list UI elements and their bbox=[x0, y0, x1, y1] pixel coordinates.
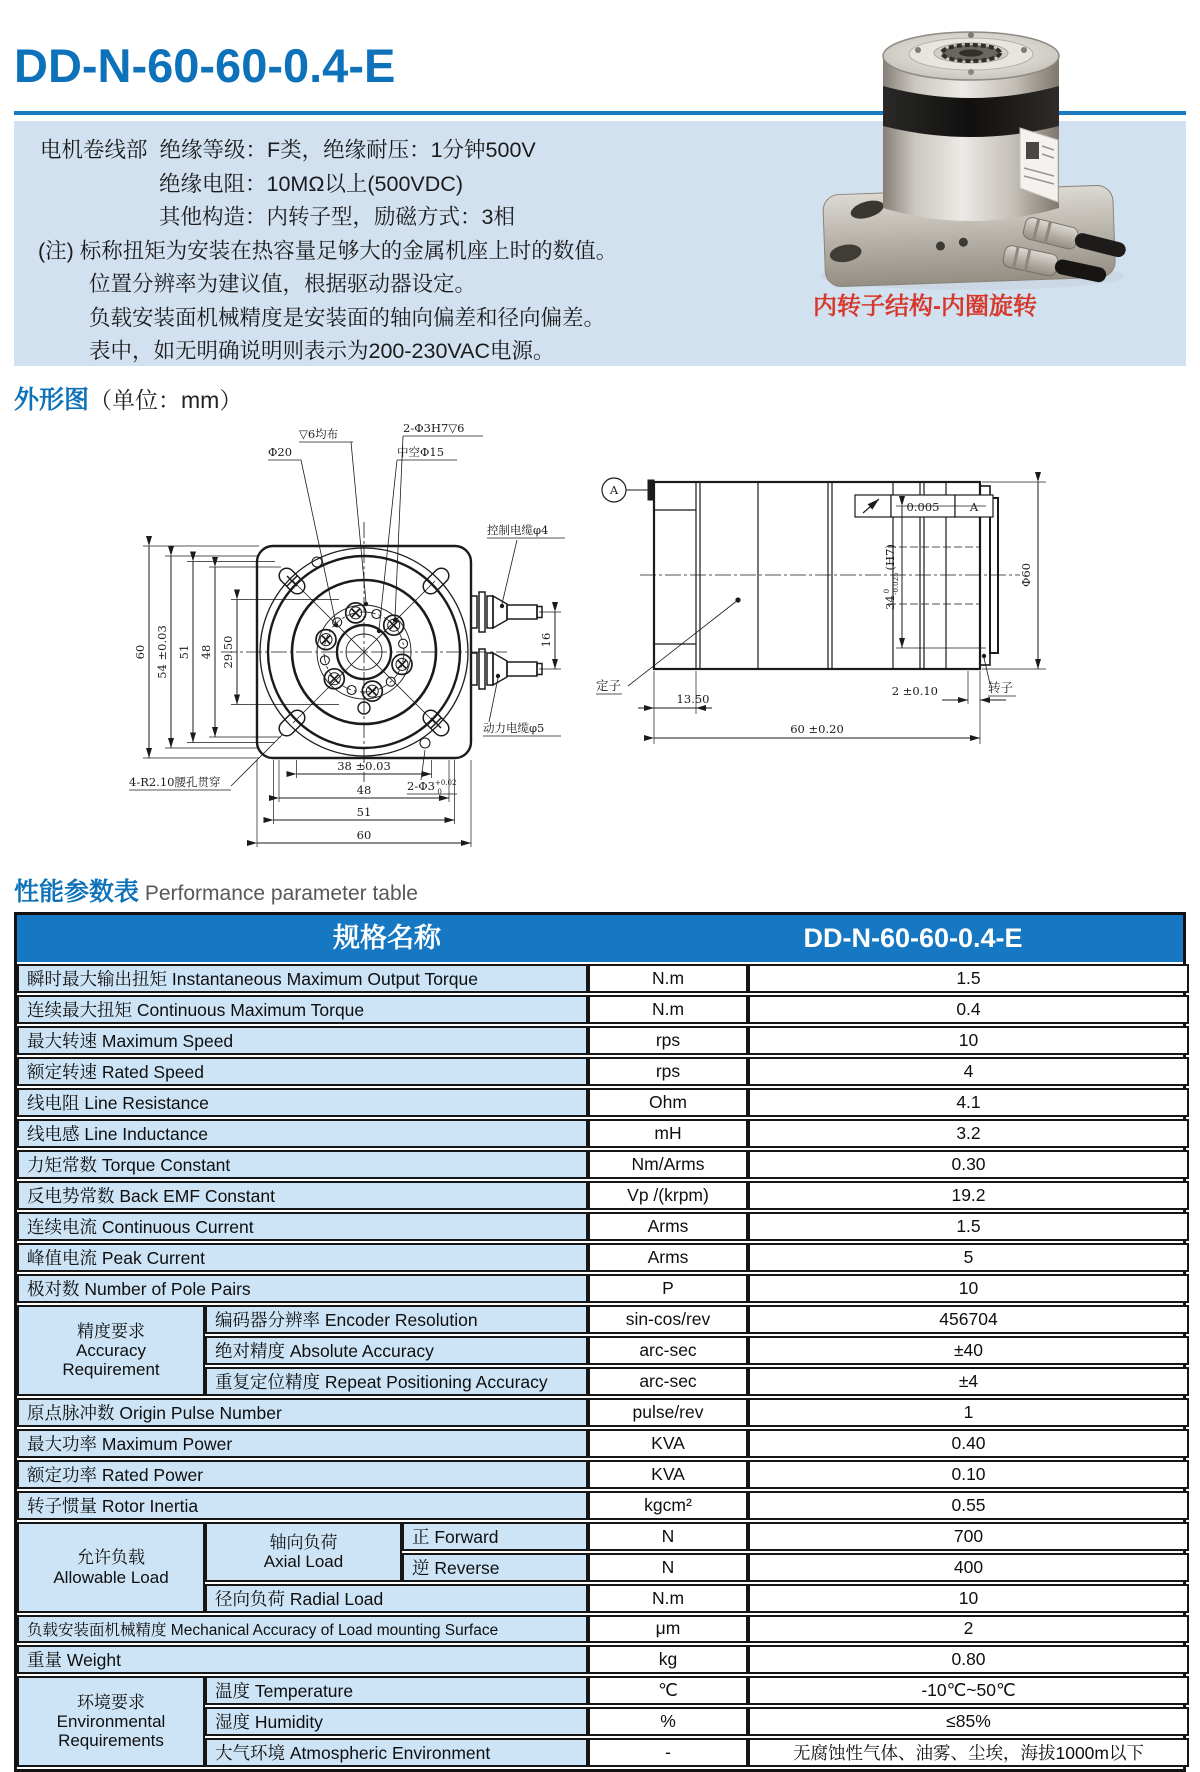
pin-label-main: 2-Φ3 bbox=[407, 779, 435, 793]
param-name-cell: 逆 Reverse bbox=[402, 1553, 588, 1582]
header-model: DD-N-60-60-0.4-E bbox=[803, 923, 1023, 953]
product-photo bbox=[790, 2, 1145, 296]
label-control-cable: 控制电缆φ4 bbox=[487, 523, 549, 537]
header-spec-name: 规格名称 bbox=[333, 923, 441, 953]
unit-cell: N.m bbox=[588, 995, 748, 1024]
unit-cell: rps bbox=[588, 1026, 748, 1055]
unit-cell: kg bbox=[588, 1645, 748, 1674]
param-name-cell: 力矩常数 Torque Constant bbox=[17, 1150, 588, 1179]
perf-section-title bbox=[14, 872, 418, 908]
table-row bbox=[17, 1491, 1189, 1520]
value-cell: 0.40 bbox=[748, 1429, 1189, 1458]
param-name-cell: 瞬时最大输出扭矩 Instantaneous Maximum Output Torque bbox=[17, 964, 588, 993]
value-cell: 5 bbox=[748, 1243, 1189, 1272]
table-row bbox=[17, 1429, 1189, 1458]
dim-51-left: 51 bbox=[177, 644, 191, 660]
group-cell: 精度要求 Accuracy Requirement bbox=[17, 1305, 205, 1396]
hub-fit: (H7) bbox=[883, 544, 897, 571]
param-name-cell: 额定功率 Rated Power bbox=[17, 1460, 588, 1489]
param-name-cell: 最大功率 Maximum Power bbox=[17, 1429, 588, 1458]
table-row bbox=[17, 1057, 1189, 1086]
table-row bbox=[17, 1243, 1189, 1272]
motor-photo-illustration bbox=[820, 32, 1128, 290]
table-row bbox=[17, 995, 1189, 1024]
table-row bbox=[17, 1150, 1189, 1179]
perf-title-en: Performance parameter table bbox=[139, 882, 418, 905]
param-name-cell: 额定转速 Rated Speed bbox=[17, 1057, 588, 1086]
label-stator: 定子 bbox=[596, 678, 622, 693]
info-line: 电机卷线部 绝缘等级：F类，绝缘耐压：1分钟500V bbox=[40, 138, 536, 162]
value-cell: 456704 bbox=[748, 1305, 1189, 1334]
table-row bbox=[17, 1088, 1189, 1117]
param-name-cell: 重复定位精度 Repeat Positioning Accuracy bbox=[205, 1367, 588, 1396]
table-row bbox=[17, 1026, 1189, 1055]
table-row bbox=[17, 1676, 1189, 1705]
label-bolt-pattern: ▽6均布 bbox=[299, 427, 339, 441]
dim-48-left: 48 bbox=[199, 644, 213, 660]
page-title: DD-N-60-60-0.4-E bbox=[14, 39, 396, 92]
unit-cell: Arms bbox=[588, 1243, 748, 1272]
value-cell: 4.1 bbox=[748, 1088, 1189, 1117]
info-line: 位置分辨率为建议值，根据驱动器设定。 bbox=[89, 272, 477, 296]
unit-cell: N.m bbox=[588, 964, 748, 993]
info-line: 表中，如无明确说明则表示为200-230VAC电源。 bbox=[89, 339, 555, 363]
value-cell: 19.2 bbox=[748, 1181, 1189, 1210]
unit-cell: pulse/rev bbox=[588, 1398, 748, 1427]
group-cell: 轴向负荷 Axial Load bbox=[205, 1522, 402, 1582]
unit-cell: sin-cos/rev bbox=[588, 1305, 748, 1334]
table-row bbox=[17, 1212, 1189, 1241]
param-name-cell: 径向负荷 Radial Load bbox=[205, 1584, 588, 1613]
value-cell: -10℃~50℃ bbox=[748, 1676, 1189, 1705]
param-name-cell: 线电感 Line Inductance bbox=[17, 1119, 588, 1148]
dim-51-bottom: 51 bbox=[356, 805, 372, 819]
dim-38-bottom: 38 ±0.03 bbox=[337, 759, 391, 773]
value-cell: 10 bbox=[748, 1026, 1189, 1055]
param-name-cell: 线电阻 Line Resistance bbox=[17, 1088, 588, 1117]
table-row bbox=[17, 964, 1189, 993]
unit-cell: P bbox=[588, 1274, 748, 1303]
rotor-structure-caption: 内转子结构-内圈旋转 bbox=[813, 293, 1037, 320]
param-name-cell: 大气环境 Atmospheric Environment bbox=[205, 1738, 588, 1767]
unit-cell: mH bbox=[588, 1119, 748, 1148]
dim-48-bottom: 48 bbox=[356, 783, 372, 797]
unit-cell: % bbox=[588, 1707, 748, 1736]
label-d20: Φ20 bbox=[268, 445, 293, 459]
info-line: (注) 标称扭矩为安装在热容量足够大的金属机座上时的数值。 bbox=[38, 238, 618, 263]
tolerance-datum: A bbox=[969, 500, 979, 514]
value-cell: 10 bbox=[748, 1274, 1189, 1303]
unit-cell: N bbox=[588, 1522, 748, 1551]
param-name-cell: 峰值电流 Peak Current bbox=[17, 1243, 588, 1272]
table-row bbox=[17, 1305, 1189, 1334]
unit-cell: Arms bbox=[588, 1212, 748, 1241]
unit-cell: rps bbox=[588, 1057, 748, 1086]
group-cell: 允许负载 Allowable Load bbox=[17, 1522, 205, 1613]
unit-cell: kgcm² bbox=[588, 1491, 748, 1520]
value-cell: 1.5 bbox=[748, 1212, 1189, 1241]
param-name-cell: 极对数 Number of Pole Pairs bbox=[17, 1274, 588, 1303]
param-name-cell: 连续电流 Continuous Current bbox=[17, 1212, 588, 1241]
table-row bbox=[17, 1119, 1189, 1148]
value-cell: 0.4 bbox=[748, 995, 1189, 1024]
dim-hub bbox=[883, 544, 900, 610]
unit-cell: μm bbox=[588, 1615, 748, 1643]
param-name-cell: 编码器分辨率 Encoder Resolution bbox=[205, 1305, 588, 1334]
param-name-cell: 负载安装面机械精度 Mechanical Accuracy of Load mounting Surface bbox=[17, 1615, 588, 1643]
value-cell: 10 bbox=[748, 1584, 1189, 1613]
info-line: 负载安装面机械精度是安装面的轴向偏差和径向偏差。 bbox=[89, 305, 606, 330]
label-corner-slots: 4-R2.10腰孔贯穿 bbox=[129, 775, 221, 789]
param-name-cell: 正 Forward bbox=[402, 1522, 588, 1551]
param-name-cell: 连续最大扭矩 Continuous Maximum Torque bbox=[17, 995, 588, 1024]
outline-drawing-front bbox=[103, 416, 583, 861]
outline-unit-label: （单位：mm） bbox=[89, 387, 243, 413]
value-cell: 4 bbox=[748, 1057, 1189, 1086]
value-cell: 400 bbox=[748, 1553, 1189, 1582]
dim-60-left: 60 bbox=[133, 644, 147, 660]
table-row bbox=[17, 1274, 1189, 1303]
unit-cell: arc-sec bbox=[588, 1336, 748, 1365]
unit-cell: Nm/Arms bbox=[588, 1150, 748, 1179]
info-line: 绝缘电阻：10MΩ以上(500VDC) bbox=[159, 171, 463, 196]
tolerance-value: 0.005 bbox=[906, 500, 940, 514]
table-row bbox=[17, 1181, 1189, 1210]
unit-cell: KVA bbox=[588, 1460, 748, 1489]
table-row bbox=[17, 1398, 1189, 1427]
perf-title-zh: 性能参数表 bbox=[14, 878, 140, 906]
param-name-cell: 转子惯量 Rotor Inertia bbox=[17, 1491, 588, 1520]
dim-2950-left: 29.50 bbox=[221, 635, 235, 669]
unit-cell: - bbox=[588, 1738, 748, 1767]
unit-cell: N.m bbox=[588, 1584, 748, 1613]
label-power-cable: 动力电缆φ5 bbox=[483, 721, 545, 735]
spec-table bbox=[14, 912, 1186, 1772]
dim-54-left: 54 ±0.03 bbox=[155, 625, 169, 679]
dim-total: 60 ±0.20 bbox=[790, 722, 844, 736]
unit-cell: Vp /(krpm) bbox=[588, 1181, 748, 1210]
label-rotor: 转子 bbox=[988, 680, 1014, 695]
label-hollow-d15: 中空Φ15 bbox=[397, 445, 445, 459]
dim-dia60: Φ60 bbox=[1019, 562, 1033, 588]
value-cell: 0.30 bbox=[748, 1150, 1189, 1179]
hub-tol-lower: -0.025 bbox=[892, 572, 900, 595]
param-name-cell: 原点脉冲数 Origin Pulse Number bbox=[17, 1398, 588, 1427]
spec-table-grid bbox=[17, 962, 1189, 1769]
value-cell: 700 bbox=[748, 1522, 1189, 1551]
param-name-cell: 反电势常数 Back EMF Constant bbox=[17, 1181, 588, 1210]
value-cell: 1 bbox=[748, 1398, 1189, 1427]
table-row bbox=[17, 1460, 1189, 1489]
table-row bbox=[17, 1522, 1189, 1551]
value-cell: 3.2 bbox=[748, 1119, 1189, 1148]
table-row bbox=[17, 1645, 1189, 1674]
param-name-cell: 湿度 Humidity bbox=[205, 1707, 588, 1736]
value-cell: 0.55 bbox=[748, 1491, 1189, 1520]
param-name-cell: 绝对精度 Absolute Accuracy bbox=[205, 1336, 588, 1365]
dim-60-bottom: 60 bbox=[356, 828, 372, 842]
pin-tol-upper: +0.02 bbox=[434, 779, 457, 787]
info-line: 其他构造：内转子型，励磁方式：3相 bbox=[159, 205, 515, 229]
value-cell: 0.80 bbox=[748, 1645, 1189, 1674]
datum-label: A bbox=[609, 483, 619, 497]
param-name-cell: 重量 Weight bbox=[17, 1645, 588, 1674]
hub-tol-upper: 0 bbox=[883, 588, 891, 594]
unit-cell: arc-sec bbox=[588, 1367, 748, 1396]
dim-plate: 2 ±0.10 bbox=[891, 684, 938, 698]
unit-cell: N bbox=[588, 1553, 748, 1582]
label-tap-holes: 2-Φ3H7▽6 bbox=[403, 421, 465, 435]
unit-cell: Ohm bbox=[588, 1088, 748, 1117]
dim-cable-spacing: 16 bbox=[539, 632, 553, 648]
spec-table-header bbox=[17, 915, 1183, 962]
table-row bbox=[17, 1615, 1189, 1643]
hub-main: 34 bbox=[883, 595, 897, 610]
outline-title-zh: 外形图 bbox=[14, 386, 90, 414]
outline-section-title bbox=[14, 380, 242, 416]
group-cell: 环境要求 Environmental Requirements bbox=[17, 1676, 205, 1767]
dim-1350: 13.50 bbox=[676, 692, 710, 706]
outline-drawing-side bbox=[588, 452, 1078, 797]
value-cell: ±4 bbox=[748, 1367, 1189, 1396]
unit-cell: ℃ bbox=[588, 1676, 748, 1705]
value-cell: 0.10 bbox=[748, 1460, 1189, 1489]
pin-tol-lower: 0 bbox=[437, 788, 442, 796]
spec-table-body bbox=[17, 964, 1189, 1767]
value-cell: 2 bbox=[748, 1615, 1189, 1643]
param-name-cell: 温度 Temperature bbox=[205, 1676, 588, 1705]
value-cell: ±40 bbox=[748, 1336, 1189, 1365]
value-cell: 1.5 bbox=[748, 964, 1189, 993]
param-name-cell: 最大转速 Maximum Speed bbox=[17, 1026, 588, 1055]
unit-cell: KVA bbox=[588, 1429, 748, 1458]
value-cell: ≤85% bbox=[748, 1707, 1189, 1736]
value-cell: 无腐蚀性气体、油雾、尘埃，海拔1000m以下 bbox=[748, 1738, 1189, 1767]
